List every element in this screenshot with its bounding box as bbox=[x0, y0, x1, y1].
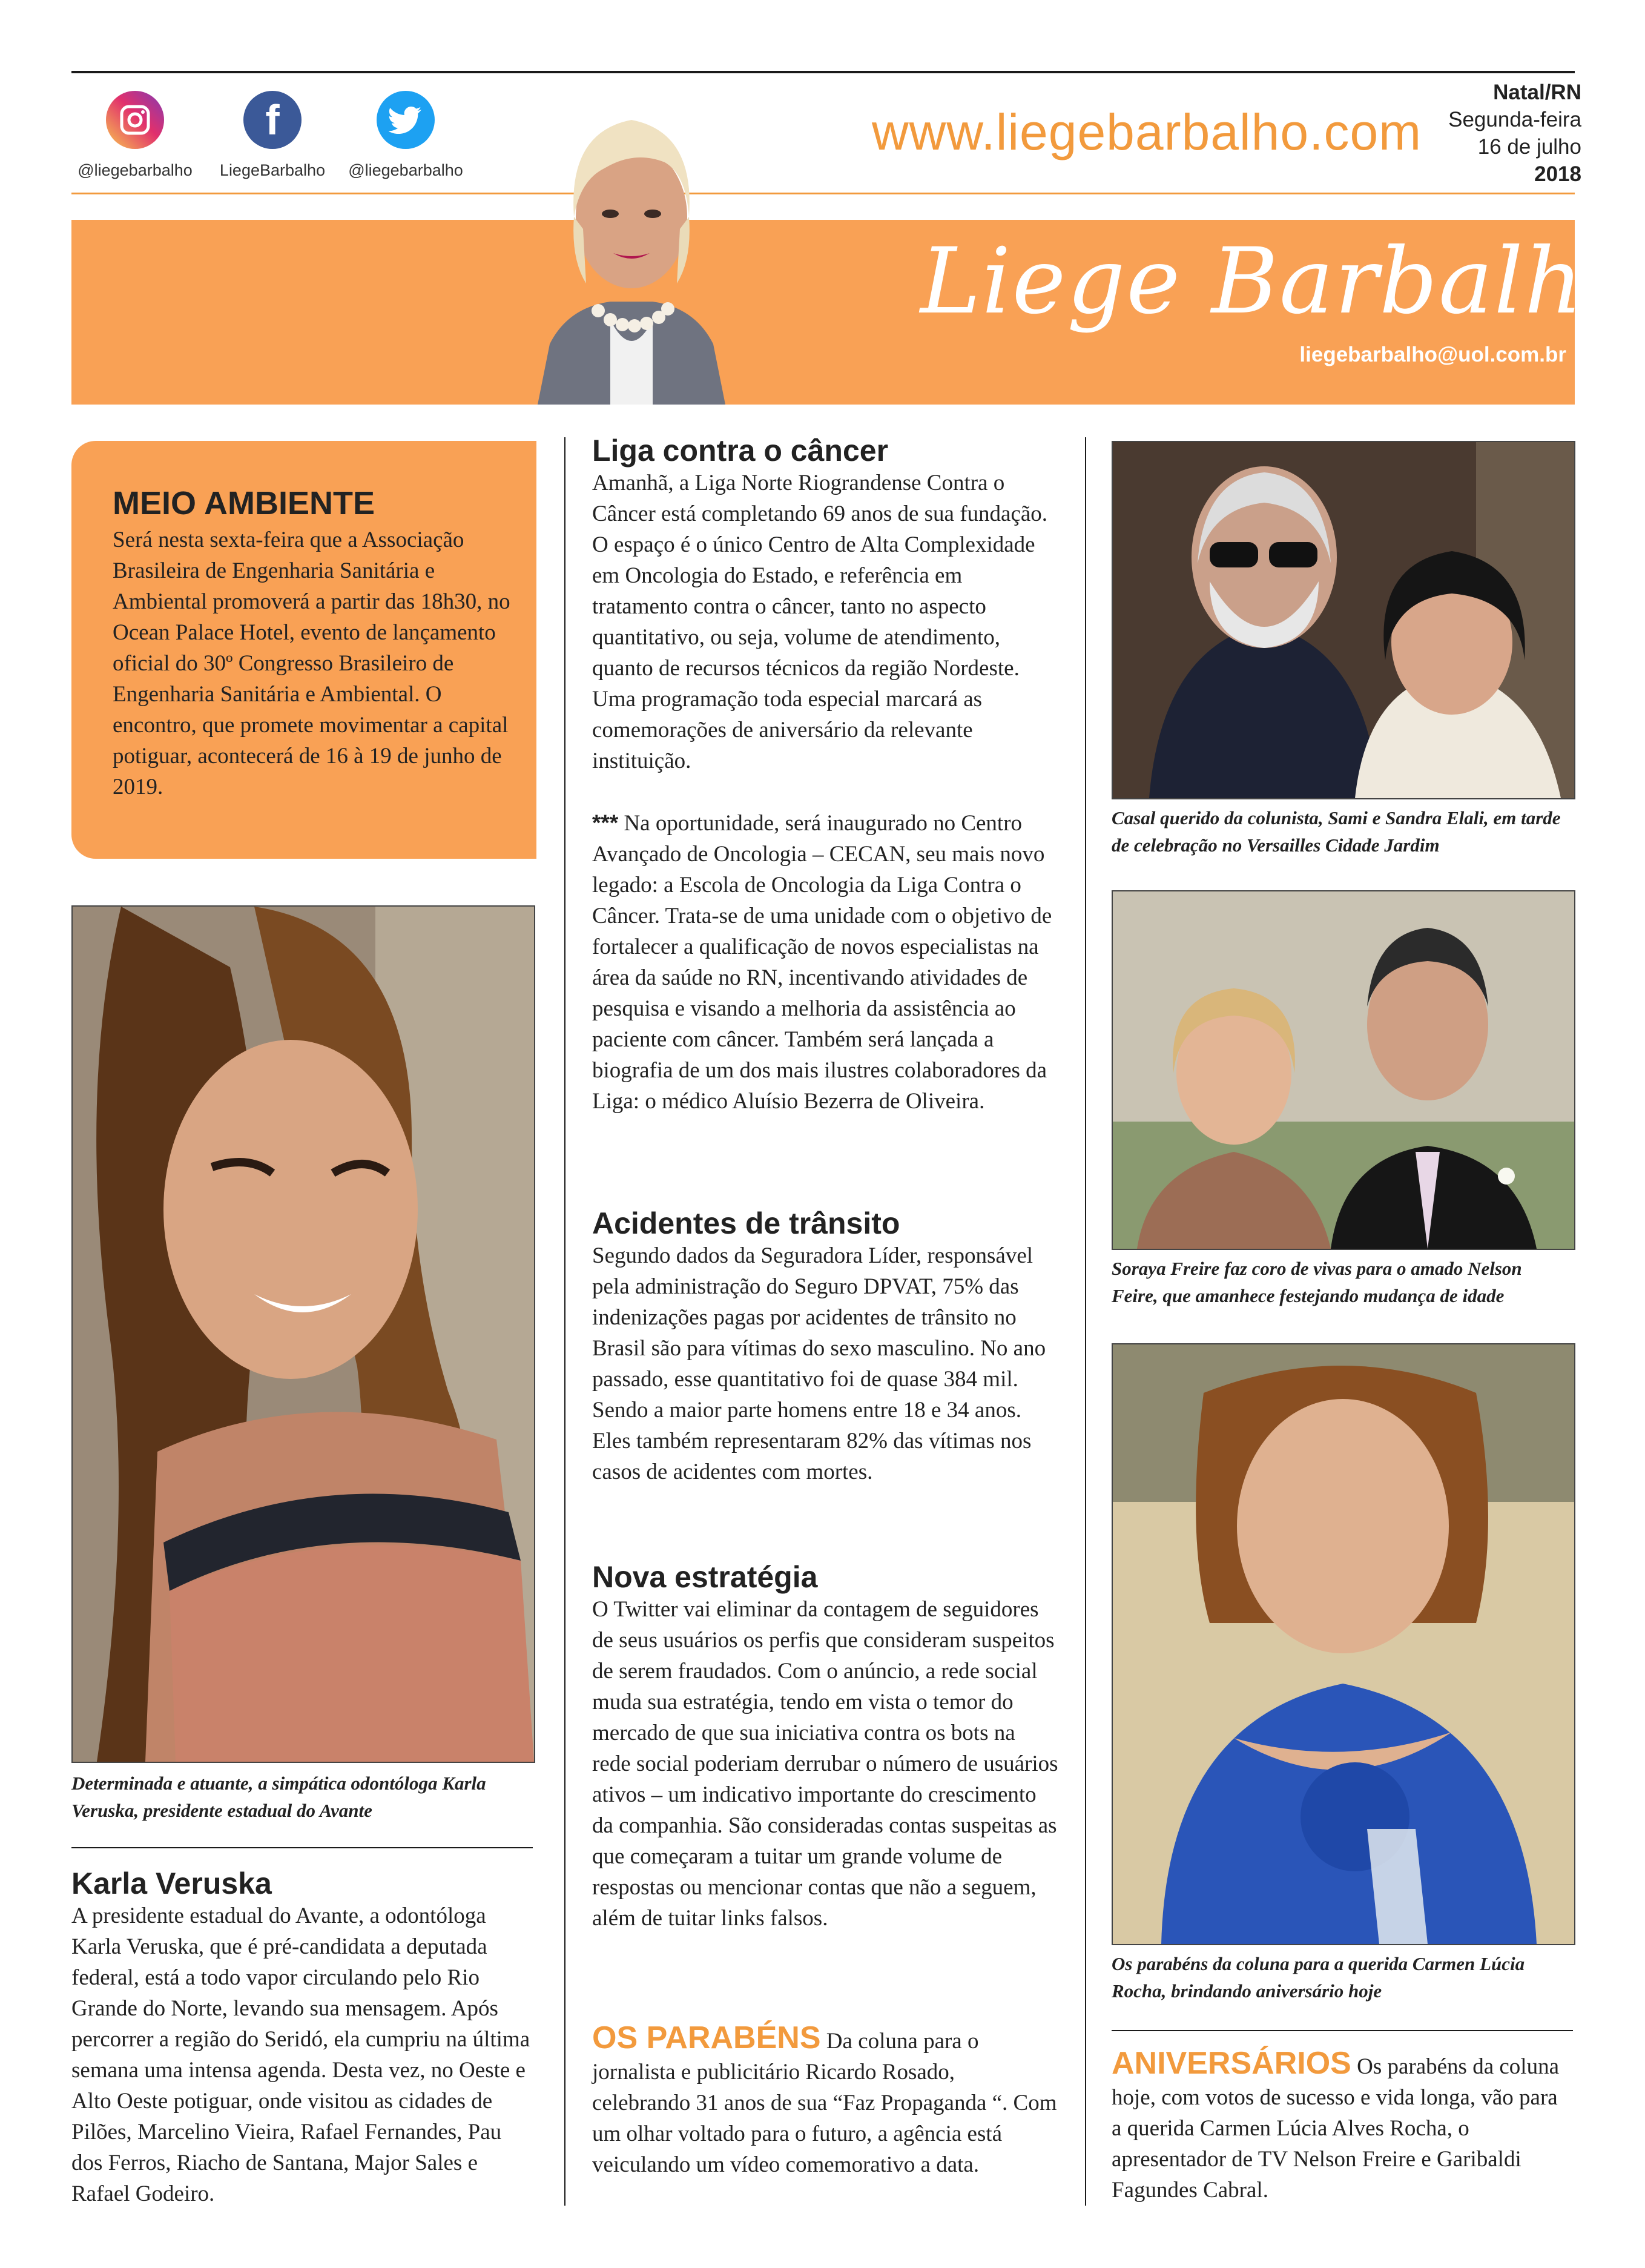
social-facebook[interactable] bbox=[200, 91, 345, 180]
karla-veruska-section bbox=[71, 1866, 533, 2209]
year: 2018 bbox=[1534, 162, 1581, 186]
liga-body-2-text: Na oportunidade, será inaugurado no Centro Avançado de Oncologia – CECAN, seu mais novo legado: a Escola de Oncologia da Liga Contra o Câncer. Trata-se de uma unidade com o objetivo de fortalecer a qualificação de novos especialistas na área da saúde no RN, incentivando atividades de pesquisa e visando a melhoria da assistência ao paciente com câncer. Também será lançada a biografia de um dos mais ilustres colaboradores da Liga: o médico Aluísio Bezerra de Oliveira. bbox=[592, 811, 1052, 1114]
weekday: Segunda-feira bbox=[1448, 108, 1581, 131]
carmen-lucia-photo bbox=[1112, 1343, 1575, 1945]
acidentes-body: Segundo dados da Seguradora Líder, responsável pela administração do Seguro DPVAT, 75% das indenizações pagas por acidentes de trânsito no Brasil são para vítimas do sexo masculino. No ano passado, esse quantitativo foi de quase 384 mil. Sendo a maior parte homens entre 18 e 34 anos. Eles também representaram 82% das vítimas nos casos de acidentes com mortes. bbox=[592, 1243, 1046, 1484]
karla-divider bbox=[71, 1847, 533, 1848]
liga-stars: *** bbox=[592, 810, 619, 835]
dateline bbox=[1448, 79, 1581, 188]
nova-estrategia-section bbox=[592, 1560, 1058, 1934]
aniversarios-body: Os parabéns da coluna hoje, com votos de sucesso e vida longa, vão para a querida Carmen Lúcia Alves Rocha, o apresentador de TV Nelson Freire e Garibaldi Fagundes Cabral. bbox=[1112, 2054, 1559, 2203]
soraya-nelson-caption: Soraya Freire faz coro de vivas para o amado Nelson Feire, que amanhece festejando mudança de idade bbox=[1112, 1258, 1522, 1306]
liga-body-2 bbox=[592, 807, 1058, 1117]
liga-heading: Liga contra o câncer bbox=[592, 434, 889, 468]
contact-email[interactable]: liegebarbalho@uol.com.br bbox=[1299, 343, 1566, 366]
liga-body-1: Amanhã, a Liga Norte Riograndense Contra o Câncer está completando 69 anos de sua fundação. O espaço é o único Centro de Alta Complexidade em Oncologia do Estado, e referência em tratamento contra o câncer, tanto no aspecto quantitativo, ou seja, volume de atendimento, quanto de recursos técnicos da região Nordeste. Uma programação toda especial marcará as comemorações de aniversário da relevante instituição. bbox=[592, 471, 1048, 773]
parabens-body: Da coluna para o jornalista e publicitário Ricardo Rosado, celebrando 31 anos de sua “Faz Propaganda “. Com um olhar voltado para o futuro, a agência está veiculando um vídeo comemorativo a data. bbox=[592, 2029, 1057, 2177]
instagram-icon bbox=[106, 91, 164, 149]
parabens-lead: OS PARABÉNS bbox=[592, 2020, 821, 2055]
city: Natal/RN bbox=[1493, 81, 1581, 104]
facebook-icon: f bbox=[243, 91, 302, 149]
twitter-handle: @liegebarbalho bbox=[348, 161, 463, 179]
meio-ambiente-heading: MEIO AMBIENTE bbox=[113, 485, 375, 521]
header-divider bbox=[71, 193, 1575, 194]
acidentes-section bbox=[592, 1206, 1058, 1487]
soraya-nelson-photo bbox=[1112, 890, 1575, 1250]
date: 16 de julho bbox=[1477, 135, 1581, 159]
karla-veruska-body: A presidente estadual do Avante, a odontóloga Karla Veruska, que é pré-candidata a deputada federal, está a todo vapor circulando pelo Rio Grande do Norte, levando sua mensagem. Após percorrer a região do Seridó, ela cumpriu na última semana uma intensa agenda. Desta vez, no Oeste e Alto Oeste potiguar, onde visitou as cidades de Pilões, Marcelino Vieira, Rafael Fernandes, Pau dos Ferros, Riacho de Santana, Major Sales e Rafael Godeiro. bbox=[71, 1903, 530, 2206]
aniversarios-divider bbox=[1112, 2030, 1573, 2031]
parabens-paragraph bbox=[592, 2020, 1058, 2180]
column-title: Liege Barbalho bbox=[920, 229, 1640, 334]
carmen-lucia-caption: Os parabéns da coluna para a querida Carmen Lúcia Rocha, brindando aniversário hoje bbox=[1112, 1953, 1525, 2002]
meio-ambiente-body: Será nesta sexta-feira que a Associação Brasileira de Engenharia Sanitária e Ambiental promoverá a partir das 18h30, no Ocean Palace Hotel, evento de lançamento oficial do 30º Congresso Brasileiro de Engenharia Sanitária e Ambiental. O encontro, que promete movimentar a capital potiguar, acontecerá de 16 à 19 de junho de 2019. bbox=[113, 527, 510, 799]
nova-estrategia-body: O Twitter vai eliminar da contagem de seguidores de seus usuários os perfis que consideram suspeitos de serem fraudados. Com o anúncio, a rede social muda sua estratégia, tendo em vista o temor do mercado de que sua iniciativa contra os bots na rede social poderiam derrubar o número de usuários ativos – um indicativo importante do crescimento da companhia. São consideradas contas suspeitas as que começaram a tuitar um grande volume de respostas ou mencionar contas que não a seguem, além de tuitar links falsos. bbox=[592, 1597, 1058, 1931]
sami-sandra-caption: Casal querido da colunista, Sami e Sandra Elali, em tarde de celebração no Versailles Cidade Jardim bbox=[1112, 807, 1561, 856]
website-link[interactable]: www.liegebarbalho.com bbox=[872, 104, 1422, 160]
aniversarios-section bbox=[1112, 2048, 1573, 2206]
top-rule bbox=[71, 71, 1575, 73]
aniversarios-paragraph bbox=[1112, 2048, 1573, 2206]
liga-section bbox=[592, 434, 1058, 1117]
social-instagram[interactable] bbox=[62, 91, 208, 180]
social-twitter[interactable] bbox=[333, 91, 478, 180]
parabens-section bbox=[592, 2020, 1058, 2180]
columnist-portrait bbox=[513, 78, 750, 405]
meio-ambiente-text bbox=[113, 484, 530, 802]
instagram-handle: @liegebarbalho bbox=[77, 161, 193, 179]
karla-photo-caption: Determinada e atuante, a simpática odontóloga Karla Veruska, presidente estadual do Avante bbox=[71, 1773, 486, 1821]
twitter-icon bbox=[377, 91, 435, 149]
column-divider-right bbox=[1085, 437, 1086, 2206]
nova-estrategia-heading: Nova estratégia bbox=[592, 1560, 818, 1594]
acidentes-heading: Acidentes de trânsito bbox=[592, 1206, 900, 1240]
karla-veruska-heading: Karla Veruska bbox=[71, 1866, 272, 1900]
column-divider-left bbox=[564, 437, 565, 2206]
aniversarios-lead: ANIVERSÁRIOS bbox=[1112, 2046, 1351, 2081]
karla-veruska-photo bbox=[71, 905, 535, 1763]
sami-sandra-photo bbox=[1112, 441, 1575, 799]
facebook-handle: LiegeBarbalho bbox=[219, 161, 326, 179]
